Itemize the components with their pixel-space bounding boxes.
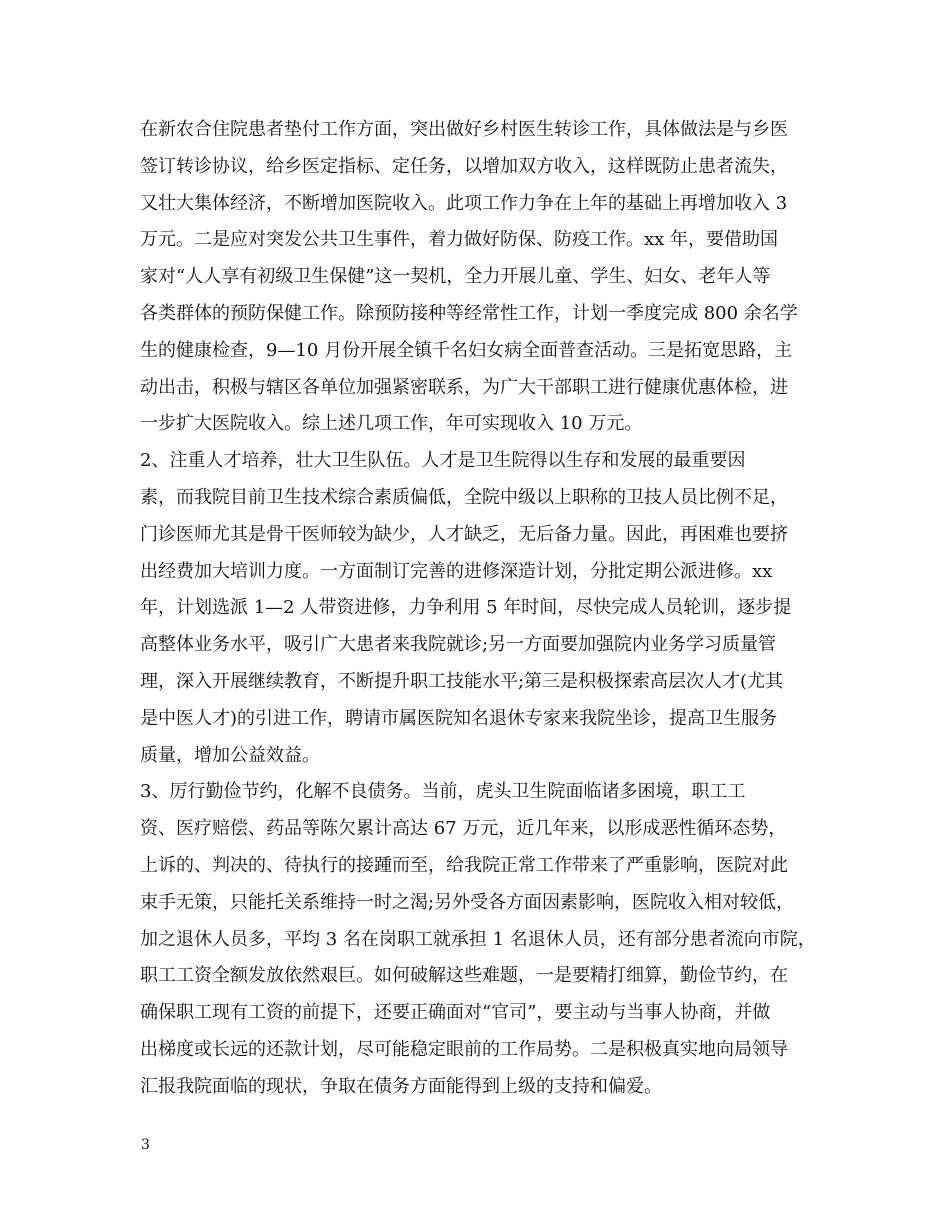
text-line: 一步扩大医院收入。综上述几项工作，年可实现收入 10 万元。 [140, 413, 643, 435]
text-line: 门诊医师尤其是骨干医师较为缺少，人才缺乏，无后备力量。因此，再困难也要挤 [140, 523, 788, 545]
text-line: 又壮大集体经济，不断增加医院收入。此项工作力争在上年的基础上再增加收入 3 [140, 192, 788, 214]
text-line: 3、厉行勤俭节约，化解不良债务。当前，虎头卫生院面临诸多困境，职工工 [140, 781, 746, 803]
text-line: 2、注重人才培养，壮大卫生队伍。人才是卫生院得以生存和发展的最重要因 [140, 450, 746, 472]
text-line: 职工工资全额发放依然艰巨。如何破解这些难题，一是要精打细算，勤俭节约，在 [140, 965, 788, 987]
page-number: 3 [141, 1137, 150, 1153]
text-line: 上诉的、判决的、待执行的接踵而至，给我院正常工作带来了严重影响，医院对此 [140, 854, 788, 876]
text-line: 生的健康检查，9—10 月份开展全镇千名妇女病全面普查活动。三是拓宽思路，主 [140, 339, 793, 361]
text-line: 家对“人人享有初级卫生保健”这一契机，全力开展儿童、学生、妇女、老年人等 [140, 266, 771, 288]
text-line: 万元。二是应对突发公共卫生事件，着力做好防保、防疫工作。xx 年，要借助国 [140, 229, 779, 251]
text-line: 各类群体的预防保健工作。除预防接种等经常性工作，计划一季度完成 800 余名学 [140, 302, 798, 324]
text-line: 资、医疗赔偿、药品等陈欠累计高达 67 万元，近几年来，以形成恶性循环态势， [140, 818, 787, 840]
text-line: 签订转诊协议，给乡医定指标、定任务，以增加双方收入，这样既防止患者流失， [140, 155, 788, 177]
text-line: 加之退休人员多，平均 3 名在岗职工就承担 1 名退休人员，还有部分患者流向市院， [140, 928, 816, 950]
text-line: 确保职工现有工资的前提下，还要正确面对“官司”，要主动与当事人协商，并做 [140, 1002, 771, 1024]
text-line: 素，而我院目前卫生技术综合素质偏低，全院中级以上职称的卫技人员比例不足， [140, 486, 788, 508]
text-line: 在新农合住院患者垫付工作方面，突出做好乡村医生转诊工作，具体做法是与乡医 [140, 119, 788, 140]
text-line: 出梯度或长远的还款计划，尽可能稳定眼前的工作局势。二是积极真实地向局领导 [140, 1038, 788, 1060]
body-text [140, 112, 820, 1106]
text-line: 年，计划选派 1—2 人带资进修，力争利用 5 年时间，尽快完成人员轮训，逐步提 [140, 597, 792, 619]
text-line: 理，深入开展继续教育，不断提升职工技能水平;第三是积极探索高层次人才(尤其 [140, 670, 784, 692]
text-line: 汇报我院面临的现状，争取在债务方面能得到上级的支持和偏爱。 [140, 1075, 662, 1097]
text-line: 高整体业务水平，吸引广大患者来我院就诊;另一方面要加强院内业务学习质量管 [140, 634, 777, 656]
text-line: 质量，增加公益效益。 [140, 744, 320, 766]
text-line: 是中医人才)的引进工作，聘请市属医院知名退休专家来我院坐诊，提高卫生服务 [140, 707, 778, 729]
text-line: 出经费加大培训力度。一方面制订完善的进修深造计划，分批定期公派进修。xx [140, 560, 773, 582]
text-line: 束手无策，只能托关系维持一时之渴;另外受各方面因素影响，医院收入相对较低， [140, 891, 795, 913]
text-line: 动出击，积极与辖区各单位加强紧密联系，为广大干部职工进行健康优惠体检，进 [140, 376, 788, 398]
